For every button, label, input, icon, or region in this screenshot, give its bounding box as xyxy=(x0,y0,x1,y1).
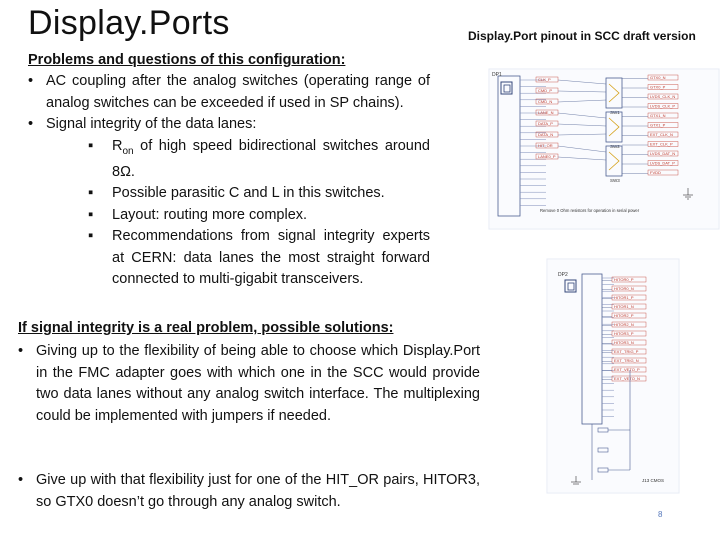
net-label: EXT_VETO_P xyxy=(614,367,640,372)
ron-subscript: on xyxy=(122,145,134,157)
switch-name: SW1 xyxy=(610,110,620,115)
net-label: GTX1_N xyxy=(650,113,666,118)
problem-signal-integrity: • Signal integrity of the data lanes: xyxy=(28,114,430,136)
solutions-list-a xyxy=(18,341,480,427)
net-label: EXT_TRIG_N xyxy=(614,358,639,363)
slide-title: Display.Ports xyxy=(28,4,230,42)
net-label: GTX1_P xyxy=(650,122,666,128)
net-label: HITOR2_P xyxy=(614,313,634,318)
net-label: LVDS_CLK_N xyxy=(650,94,676,99)
net-label: DATA_N xyxy=(538,132,554,137)
net-label: HITOR1_N xyxy=(614,304,634,309)
net-label: HITOR0_N xyxy=(614,286,634,291)
net-label: EXT_VETO_N xyxy=(614,376,640,381)
displayport-schematic-top xyxy=(488,68,720,230)
net-label: CLK_P xyxy=(538,77,551,82)
net-label: LVDS_DAT_P xyxy=(650,160,675,166)
page-number: 8 xyxy=(658,510,663,519)
solution-fmc-flexibility: • Giving up to the flexibility of being able to choose which Display.Port in the FMC adapter goes with which one in the SCC would provide two data lanes without any analog switch interface. The multiplexing could be implemented with jumpers if needed. xyxy=(18,341,480,427)
solution-hitor3: • Give up with that flexibility just for one of the HIT_OR pairs, HITOR3, so GTX0 doesn’t go through any analog switch. xyxy=(18,470,480,513)
net-label: EXT_CLK_P xyxy=(650,141,673,147)
net-label: HIT_OR xyxy=(538,143,553,148)
sub-parasitic-item: ▪ Possible parasitic C and L in this switches. xyxy=(28,183,430,205)
net-label: FVDD xyxy=(650,170,661,175)
net-label: LANE0_P xyxy=(538,154,556,159)
schematic-caption: Display.Port pinout in SCC draft version xyxy=(468,29,696,43)
problem-ac-coupling: • AC coupling after the analog switches (operating range of analog switches can be exceeded if used in SP chains). xyxy=(28,71,430,114)
net-label: CMD_P xyxy=(538,88,553,93)
net-label: EXT_CLK_N xyxy=(650,132,673,137)
net-label: HITOR2_N xyxy=(614,322,634,327)
serial-power-note: Remove 0 Ohm resistors for operation in serial power xyxy=(540,208,640,213)
sub-cern-item: ▪ Recommendations from signal integrity experts at CERN: data lanes the most straight forward connected to multi-gigabit transceivers. xyxy=(28,226,430,291)
net-label: GTX0_P xyxy=(650,84,666,90)
sub-ron-item xyxy=(28,136,430,184)
ron-text: of high speed bidirectional switches around 8Ω. xyxy=(112,137,430,180)
displayport-schematic-bottom xyxy=(546,258,680,494)
solutions-list-b xyxy=(18,470,480,513)
problems-list xyxy=(28,71,430,291)
dp1-designator: DP1 xyxy=(492,72,502,78)
net-label: DATA_P xyxy=(538,121,553,126)
problems-heading: Problems and questions of this configuration: xyxy=(28,52,346,68)
ron-symbol: R xyxy=(112,137,123,154)
net-label: LANE_N xyxy=(538,110,554,115)
net-label: LVDS_CLK_P xyxy=(650,103,676,109)
net-label: HITOR3_P xyxy=(614,331,634,336)
net-label: HITOR1_P xyxy=(614,295,634,300)
net-label: CMD_N xyxy=(538,99,553,104)
net-label: HITOR0_P xyxy=(614,277,634,282)
net-label: EXT_TRIG_P xyxy=(614,349,639,354)
solutions-heading: If signal integrity is a real problem, possible solutions: xyxy=(18,320,394,336)
net-label: GTX0_N xyxy=(650,75,666,80)
connector-part: J13 CMOS xyxy=(642,478,665,483)
switch-name: SW3 xyxy=(610,178,620,183)
sub-layout-item: ▪ Layout: routing more complex. xyxy=(28,205,430,227)
net-label: LVDS_DAT_N xyxy=(650,151,676,156)
dp2-designator: DP2 xyxy=(558,272,568,278)
switch-name: SW2 xyxy=(610,144,620,149)
net-label: HITOR3_N xyxy=(614,340,634,345)
